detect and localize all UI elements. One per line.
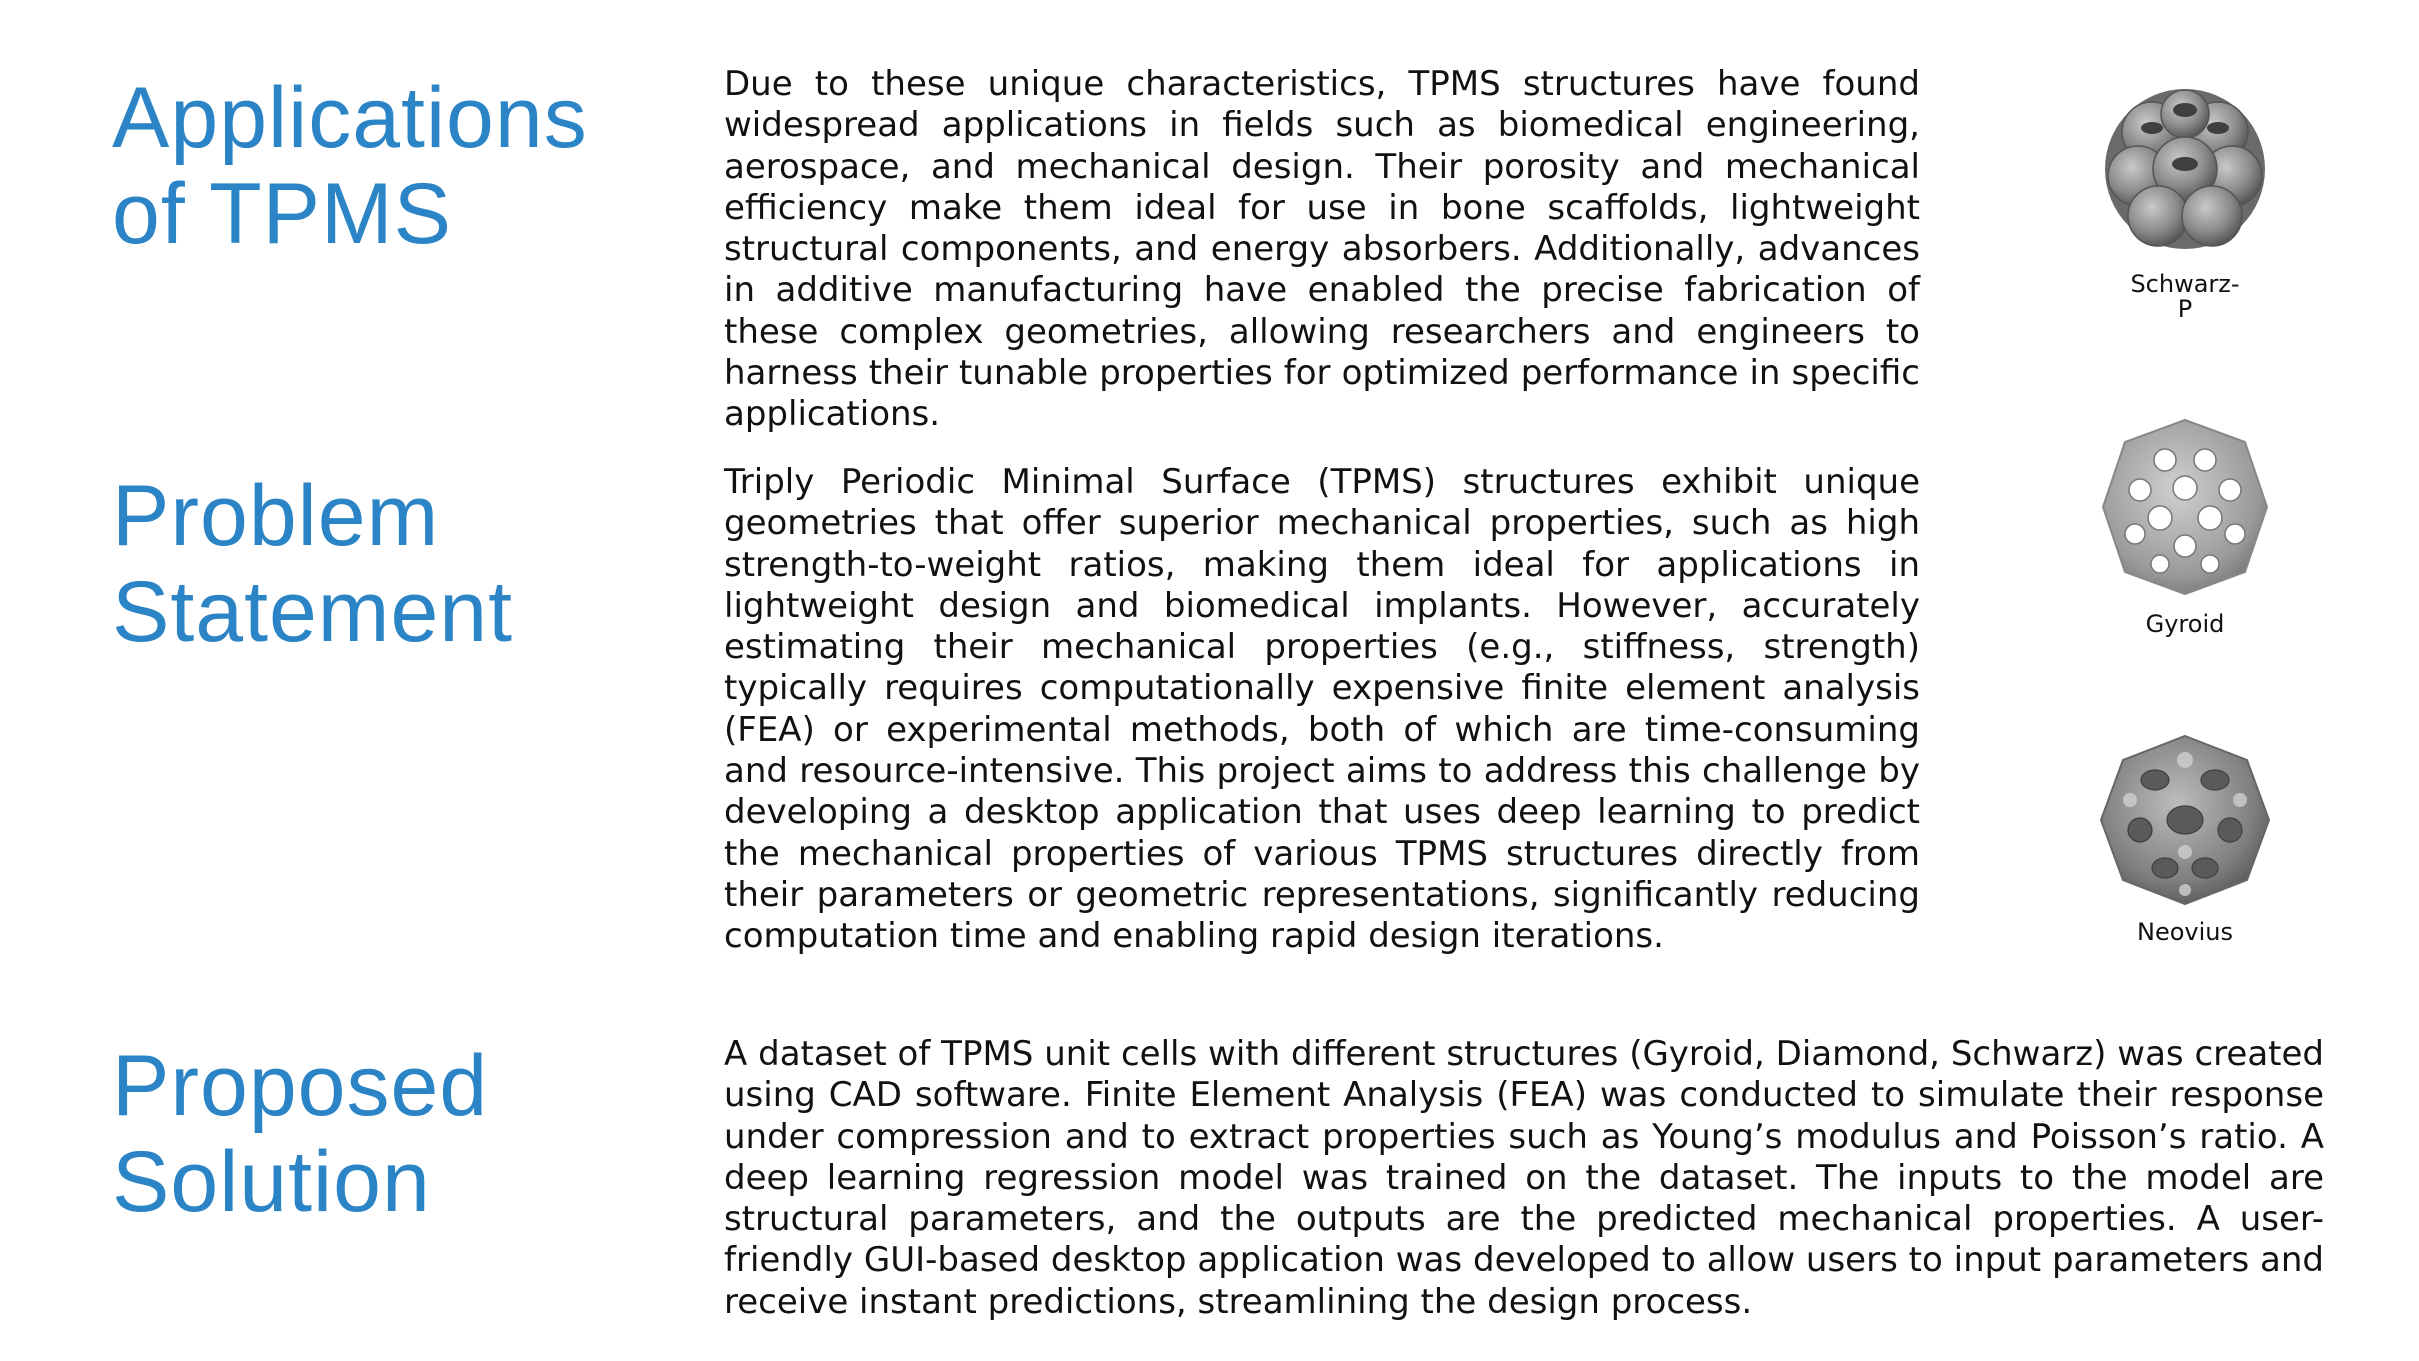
neovius-structure-image [2095,730,2275,910]
paragraph-applications: Due to these unique characteristics, TPMS structures have found widespread applications in fields such as biomedical engineering, aerospace, and mechanical design. Their porosity and mechanical efficiency make them ideal for use in bone scaffolds, lightweight structural components, and energy absorbers. Additionally, advances in additive manufacturing have enabled the precise fabrication of these complex geometries, allowing researchers and engineers to harness their tunable properties for optimized performance in specific applications. [724,64,1920,435]
gyroid-structure-image [2095,412,2275,602]
schwarz-p-structure-image [2100,84,2270,254]
caption-neovius: Neovius [2137,918,2233,946]
figure-neovius [2085,730,2285,945]
heading-problem-statement: Problem Statement [112,468,513,660]
figure-gyroid [2085,412,2285,637]
caption-schwarz-p: Schwarz-P [2130,270,2240,323]
heading-proposed-solution: Proposed Solution [112,1038,489,1230]
paragraph-problem-statement: Triply Periodic Minimal Surface (TPMS) structures exhibit unique geometries that offer superior mechanical properties, such as high strength-to-weight ratios, making them ideal for applications in lightweight design and biomedical implants. However, accurately estimating their mechanical properties (e.g., stiffness, strength) typically requires computationally expensive finite element analysis (FEA) or experimental methods, both of which are time-consuming and resource-intensive. This project aims to address this challenge by developing a desktop application that uses deep learning to predict the mechanical properties of various TPMS structures directly from their parameters or geometric representations, significantly reducing computation time and enabling rapid design iterations. [724,462,1920,957]
heading-applications-of-tpms: Applications of TPMS [112,70,588,262]
paragraph-proposed-solution: A dataset of TPMS unit cells with different structures (Gyroid, Diamond, Schwarz) was created using CAD software. Finite Element Analysis (FEA) was conducted to simulate their response under compression and to extract properties such as Young’s modulus and Poisson’s ratio. A deep learning regression model was trained on the dataset. The inputs to the model are structural parameters, and the outputs are the predicted mechanical properties. A user-friendly GUI-based desktop application was developed to allow users to input parameters and receive instant predictions, streamlining the design process. [724,1034,2324,1322]
figure-schwarz-p [2085,84,2285,322]
caption-gyroid: Gyroid [2145,610,2225,638]
